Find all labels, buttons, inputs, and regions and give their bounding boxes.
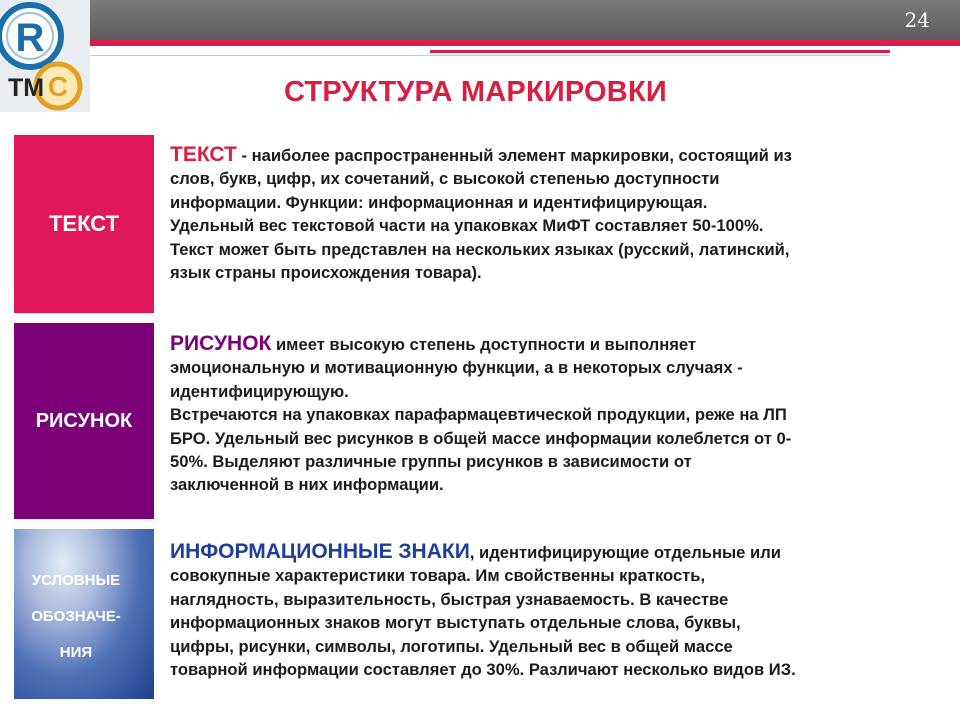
text-line: идентифицирующую. (170, 381, 349, 401)
text-description-lead: ТЕКСТ (170, 143, 237, 166)
header-accent-line (90, 40, 960, 46)
label-box-symbols-line: УСЛОВНЫЕ (31, 572, 121, 589)
text-line: информации. Функции: информационная и идентифицирующая. (170, 192, 708, 212)
text-line: БРО. Удельный вес рисунков в общей массе информации колеблется от 0- (170, 428, 792, 448)
svg-text:TM: TM (7, 74, 45, 102)
text-line: 50%. Выделяют различные группы рисунков в зависимости от (170, 452, 692, 472)
label-box-symbols (14, 529, 154, 699)
text-line: товарной информации составляет до 30%. Различают несколько видов ИЗ. (170, 660, 796, 680)
text-line: язык страны происхождения товара). (170, 263, 482, 283)
label-box-symbols-line: НИЯ (59, 644, 93, 661)
text-line: совокупные характеристики товара. Им свойственны краткость, (170, 566, 706, 586)
svg-text:C: C (47, 71, 69, 102)
info-signs-description-lead: ИНФОРМАЦИОННЫЕ ЗНАКИ (170, 540, 470, 563)
slide-title: СТРУКТУРА МАРКИРОВКИ (284, 76, 667, 108)
picture-description-lead: РИСУНОК (170, 332, 272, 355)
trademark-logo (0, 0, 90, 112)
header-bar (90, 0, 960, 40)
text-line: цифры, рисунки, символы, логотипы. Удельный вес в общей массе (170, 636, 733, 656)
trademark-logo-icon (0, 0, 90, 112)
text-line: эмоциональную и мотивационную функции, а в некоторых случаях - (170, 358, 743, 378)
header-divider (90, 55, 890, 56)
label-box-text-label: ТЕКСТ (48, 211, 120, 236)
text-line: имеет высокую степень доступности и выполняет (271, 335, 697, 354)
picture-description (170, 332, 945, 497)
text-line: слов, букв, цифр, их сочетаний, с высокой степенью доступности (170, 169, 720, 189)
text-line: Встречаются на упаковках парафармацевтической продукции, реже на ЛП (170, 405, 787, 425)
text-line: , идентифицирующие отдельные или (469, 543, 781, 562)
text-line: заключенной в них информации. (170, 475, 444, 495)
label-box-symbols-line: ОБОЗНАЧЕ- (31, 608, 121, 625)
text-line: Текст может быть представлен на нескольких языках (русский, латинский, (170, 239, 790, 259)
label-box-text (14, 135, 154, 313)
page-number: 24 (904, 8, 930, 32)
label-box-picture (14, 323, 154, 519)
title-accent-line (430, 50, 890, 53)
text-line: информационных знаков могут выступать отдельные слова, буквы, (170, 613, 741, 633)
text-line: Удельный вес текстовой части на упаковках МиФТ составляет 50-100%. (170, 216, 764, 236)
info-signs-description (170, 540, 945, 681)
text-description (170, 143, 945, 284)
text-line: - наиболее распространенный элемент маркировки, состоящий из (236, 146, 792, 165)
svg-text:R: R (15, 16, 45, 60)
text-line: наглядность, выразительность, быстрая узнаваемость. В качестве (170, 589, 729, 609)
label-box-picture-label: РИСУНОК (35, 409, 133, 432)
